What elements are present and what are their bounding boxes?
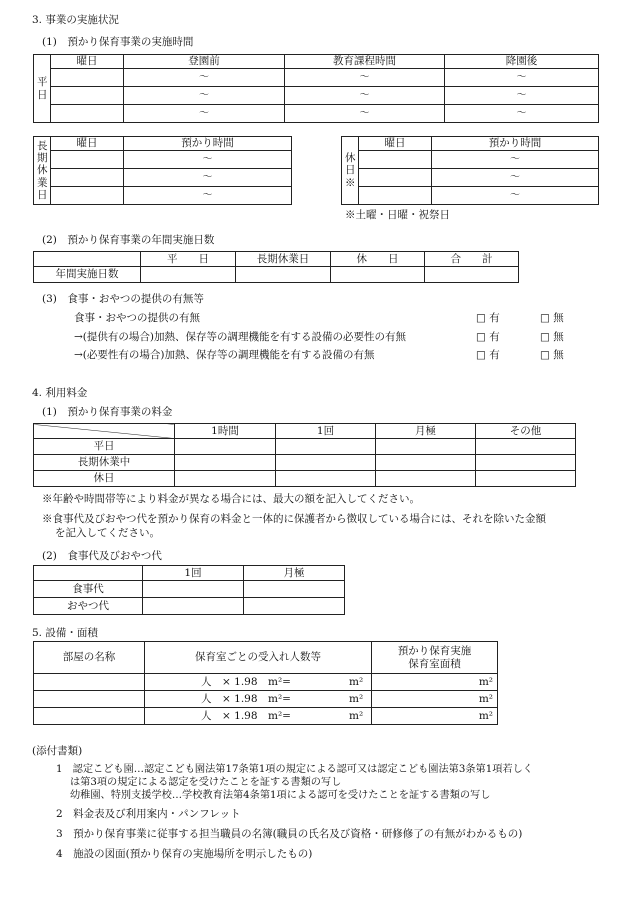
holiday-label: 休日※	[342, 137, 359, 205]
fee-cell[interactable]	[276, 439, 376, 455]
fee-cell[interactable]	[376, 471, 476, 487]
weekday-day-cell[interactable]	[51, 87, 124, 105]
section-3-title: 3. 事業の実施状況	[32, 14, 119, 26]
capacity-cell[interactable]: 人 × 1.98 m²= m²	[145, 691, 372, 708]
header-monthly: 月極	[376, 424, 476, 439]
area-cell[interactable]: m²	[372, 708, 498, 725]
fee-row-weekday: 平日	[34, 439, 175, 455]
fee-cell[interactable]	[376, 439, 476, 455]
edu-time-cell[interactable]: 〜	[285, 87, 445, 105]
section-3-3-title: (3) 食事・おやつの提供の有無等	[42, 293, 204, 305]
cooking-equipment-label: →(必要性有の場合)加熱、保存等の調理機能を有する設備の有無	[74, 349, 375, 361]
header-care-hours: 預かり時間	[432, 137, 599, 151]
fee-row-long-vacation: 長期休業中	[34, 455, 175, 471]
header-after-school: 降園後	[445, 55, 599, 69]
fee-note-2b: を記入してください。	[55, 527, 160, 539]
attachment-item-1c: 幼稚園、特別支援学校…学校教育法第4条第1項による認可を受けたことを証する書類の写し	[70, 790, 491, 801]
after-time-cell[interactable]: 〜	[445, 69, 599, 87]
food-row-meal: 食事代	[34, 581, 143, 598]
header-per-hour: 1時間	[175, 424, 276, 439]
header-area-line-2: 保育室面積	[408, 657, 461, 670]
header-before-school: 登園前	[124, 55, 285, 69]
header-other: その他	[476, 424, 576, 439]
food-fee-cell[interactable]	[244, 598, 345, 615]
food-row-snack: おやつ代	[34, 598, 143, 615]
meal-provision-no-checkbox[interactable]: □ 無	[540, 312, 564, 324]
section-5-title: 5. 設備・面積	[32, 627, 98, 639]
attachment-item-2: 2 料金表及び利用案内・パンフレット	[56, 808, 241, 820]
annual-days-row-label: 年間実施日数	[34, 267, 141, 283]
cooking-equipment-yes-checkbox[interactable]: □ 有	[476, 349, 500, 361]
long-vacation-label: 長期休業日	[34, 137, 51, 205]
header-room-name: 部屋の名称	[34, 642, 145, 674]
food-fee-cell[interactable]	[143, 598, 244, 615]
header-day: 曜日	[359, 137, 432, 151]
fee-cell[interactable]	[175, 439, 276, 455]
header-capacity: 保育室ごとの受入れ人数等	[145, 642, 372, 674]
header-area-line-1: 預かり保育実施	[397, 644, 472, 657]
header-total: 合 計	[425, 252, 519, 267]
header-holiday: 休 日	[331, 252, 425, 267]
header-education-hours: 教育課程時間	[285, 55, 445, 69]
food-fee-table	[33, 565, 345, 615]
room-name-cell[interactable]	[34, 674, 145, 691]
meal-provision-label: 食事・おやつの提供の有無	[74, 312, 200, 324]
total-days-cell[interactable]	[425, 267, 519, 283]
annual-days-corner	[34, 252, 141, 267]
after-time-cell[interactable]: 〜	[445, 105, 599, 123]
header-food-per-time: 1回	[143, 566, 244, 581]
header-day: 曜日	[51, 137, 124, 151]
long-time-cell[interactable]: 〜	[124, 187, 292, 205]
weekday-days-cell[interactable]	[141, 267, 236, 283]
before-time-cell[interactable]: 〜	[124, 105, 285, 123]
room-name-cell[interactable]	[34, 691, 145, 708]
header-weekday: 平 日	[141, 252, 236, 267]
attachment-item-1a: 1 認定こども園…認定こども園法第17条第1項の規定による認可又は認定こども園法第3条第1項若しく	[56, 764, 533, 775]
long-time-cell[interactable]: 〜	[124, 169, 292, 187]
after-time-cell[interactable]: 〜	[445, 87, 599, 105]
holiday-day-cell[interactable]	[359, 151, 432, 169]
long-time-cell[interactable]: 〜	[124, 151, 292, 169]
long-vacation-days-cell[interactable]	[236, 267, 331, 283]
attachments-title: (添付書類)	[32, 745, 83, 757]
fee-cell[interactable]	[175, 455, 276, 471]
area-cell[interactable]: m²	[372, 674, 498, 691]
holiday-days-cell[interactable]	[331, 267, 425, 283]
section-4-2-title: (2) 食事代及びおやつ代	[42, 550, 162, 562]
fee-cell[interactable]	[276, 455, 376, 471]
fee-cell[interactable]	[476, 455, 576, 471]
room-name-cell[interactable]	[34, 708, 145, 725]
long-day-cell[interactable]	[51, 151, 124, 169]
cooking-necessity-no-checkbox[interactable]: □ 無	[540, 331, 564, 343]
holiday-note: ※土曜・日曜・祝祭日	[345, 209, 450, 221]
long-vacation-hours-table	[33, 136, 292, 205]
attachment-item-3: 3 預かり保育事業に従事する担当職員の名簿(職員の氏名及び資格・研修修了の有無がわかるもの)	[56, 828, 523, 840]
attachment-item-4: 4 施設の図面(預かり保育の実施場所を明示したもの)	[56, 848, 313, 860]
capacity-cell[interactable]: 人 × 1.98 m²= m²	[145, 708, 372, 725]
fee-cell[interactable]	[376, 455, 476, 471]
section-3-1-title: (1) 預かり保育事業の実施時間	[42, 36, 194, 48]
fee-table	[33, 423, 576, 487]
fee-cell[interactable]	[476, 439, 576, 455]
weekday-hours-table	[33, 54, 599, 123]
long-day-cell[interactable]	[51, 169, 124, 187]
header-long-vacation: 長期休業日	[236, 252, 331, 267]
food-corner-cell	[34, 566, 143, 581]
holiday-time-cell[interactable]: 〜	[432, 169, 599, 187]
holiday-time-cell[interactable]: 〜	[432, 151, 599, 169]
edu-time-cell[interactable]: 〜	[285, 69, 445, 87]
header-per-time: 1回	[276, 424, 376, 439]
weekday-day-cell[interactable]	[51, 105, 124, 123]
facility-area-table	[33, 641, 498, 725]
attachment-item-1b: は第3項の規定による認定を受けたことを証する書類の写し	[70, 777, 342, 788]
header-day: 曜日	[51, 55, 124, 69]
cooking-necessity-yes-checkbox[interactable]: □ 有	[476, 331, 500, 343]
annual-days-table	[33, 251, 519, 283]
fee-cell[interactable]	[276, 471, 376, 487]
food-fee-cell[interactable]	[244, 581, 345, 598]
header-care-hours: 預かり時間	[124, 137, 292, 151]
before-time-cell[interactable]: 〜	[124, 87, 285, 105]
fee-row-holiday: 休日	[34, 471, 175, 487]
weekday-label: 平日	[34, 55, 51, 123]
fee-note-2a: ※食事代及びおやつ代を預かり保育の料金と一体的に保護者から徴収している場合には、それを除いた金額	[42, 513, 546, 525]
fee-note-1: ※年齢や時間帯等により料金が異なる場合には、最大の額を記入してください。	[42, 493, 420, 505]
cooking-equipment-no-checkbox[interactable]: □ 無	[540, 349, 564, 361]
header-food-monthly: 月極	[244, 566, 345, 581]
before-time-cell[interactable]: 〜	[124, 69, 285, 87]
edu-time-cell[interactable]: 〜	[285, 105, 445, 123]
fee-cell[interactable]	[476, 471, 576, 487]
section-4-1-title: (1) 預かり保育事業の料金	[42, 406, 173, 418]
section-3-2-title: (2) 預かり保育事業の年間実施日数	[42, 234, 215, 246]
fee-cell[interactable]	[175, 471, 276, 487]
holiday-time-cell[interactable]: 〜	[432, 187, 599, 205]
fee-corner-cell	[34, 424, 175, 439]
meal-provision-yes-checkbox[interactable]: □ 有	[476, 312, 500, 324]
weekday-day-cell[interactable]	[51, 69, 124, 87]
holiday-hours-table	[341, 136, 599, 205]
holiday-day-cell[interactable]	[359, 169, 432, 187]
capacity-cell[interactable]: 人 × 1.98 m²= m²	[145, 674, 372, 691]
cooking-necessity-label: →(提供有の場合)加熱、保存等の調理機能を有する設備の必要性の有無	[74, 331, 406, 343]
holiday-day-cell[interactable]	[359, 187, 432, 205]
section-4-title: 4. 利用料金	[32, 387, 88, 399]
long-day-cell[interactable]	[51, 187, 124, 205]
food-fee-cell[interactable]	[143, 581, 244, 598]
area-cell[interactable]: m²	[372, 691, 498, 708]
header-area	[372, 642, 498, 674]
